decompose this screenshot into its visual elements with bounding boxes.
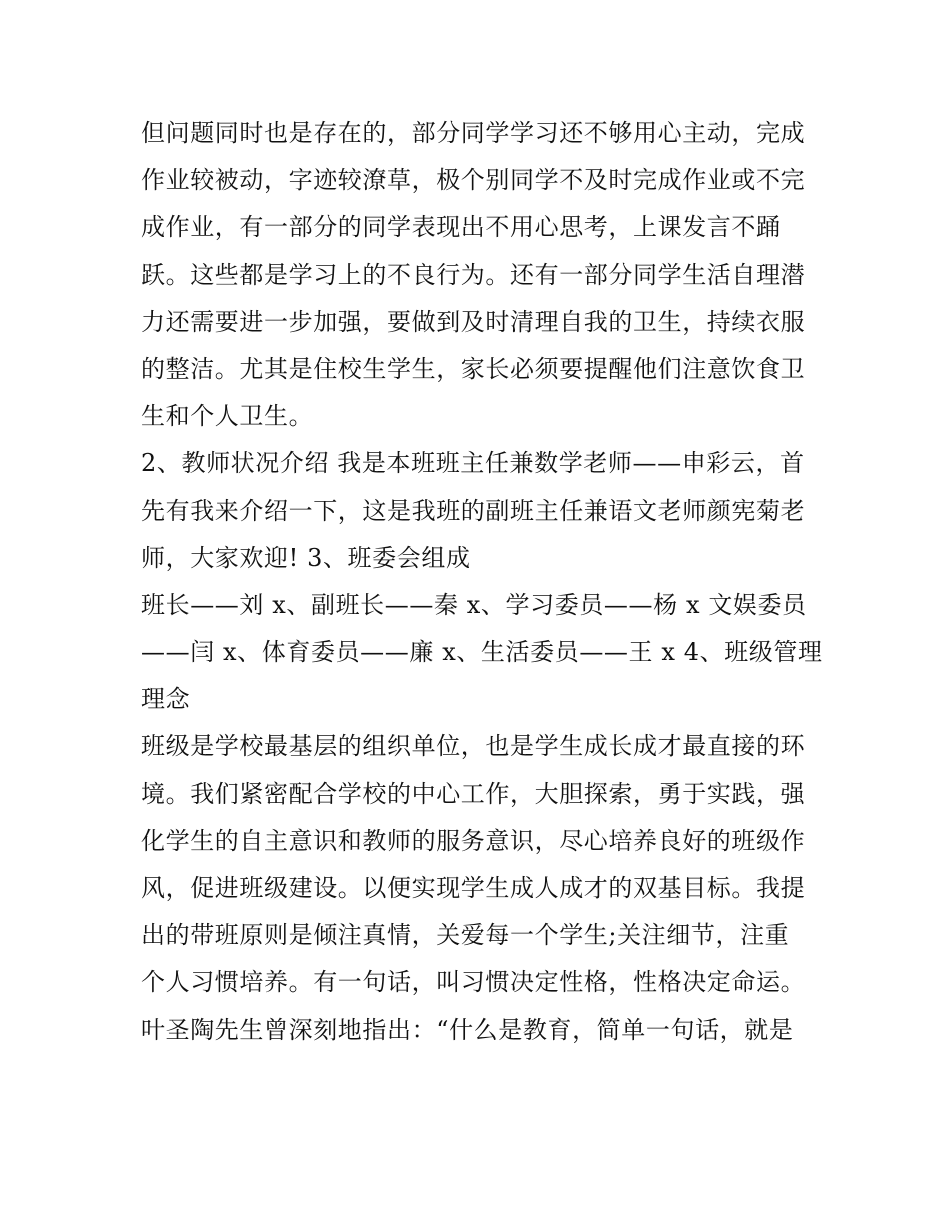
text-line: 班长——刘 x、副班长——秦 x、学习委员——杨 x 文娱委员 <box>141 590 807 619</box>
body-text <box>141 110 821 1054</box>
text-line: ——闫 x、体育委员——廉 x、生活委员——王 x 4、班级管理 <box>141 638 823 667</box>
text-line: 但问题同时也是存在的，部分同学学习还不够用心主动，完成 <box>141 119 806 147</box>
text-line: 2、教师状况介绍 我是本班班主任兼数学老师——申彩云，首 <box>141 449 805 478</box>
text-line: 风，促进班级建设。以便实现学生成人成才的双基目标。我提 <box>141 874 806 902</box>
text-line: 师，大家欢迎! 3、班委会组成 <box>141 543 471 572</box>
text-line: 班级是学校最基层的组织单位，也是学生成长成才最直接的环 <box>141 732 806 761</box>
text-line: 生和个人卫生。 <box>141 402 314 431</box>
text-line: 力还需要进一步加强，要做到及时清理自我的卫生，持续衣服 <box>141 307 806 336</box>
text-line: 叶圣陶先生曾深刻地指出：“什么是教育，简单一句话，就是 <box>141 1015 794 1044</box>
text-line: 个人习惯培养。有一句话，叫习惯决定性格，性格决定命运。 <box>141 968 806 997</box>
text-line: 化学生的自主意识和教师的服务意识，尽心培养良好的班级作 <box>141 826 806 855</box>
text-line: 跃。这些都是学习上的不良行为。还有一部分同学生活自理潜 <box>141 260 806 289</box>
text-line: 的整洁。尤其是住校生学生，家长必须要提醒他们注意饮食卫 <box>141 354 806 383</box>
text-line: 作业较被动，字迹较潦草，极个别同学不及时完成作业或不完 <box>141 166 806 195</box>
text-line: 理念 <box>141 685 191 714</box>
text-line: 境。我们紧密配合学校的中心工作，大胆探索，勇于实践，强 <box>141 779 806 808</box>
text-line: 先有我来介绍一下，这是我班的副班主任兼语文老师颜宪菊老 <box>141 496 806 525</box>
text-line: 成作业，有一部分的同学表现出不用心思考，上课发言不踊 <box>141 213 781 242</box>
text-line: 出的带班原则是倾注真情，关爱每一个学生;关注细节，注重 <box>141 921 790 950</box>
